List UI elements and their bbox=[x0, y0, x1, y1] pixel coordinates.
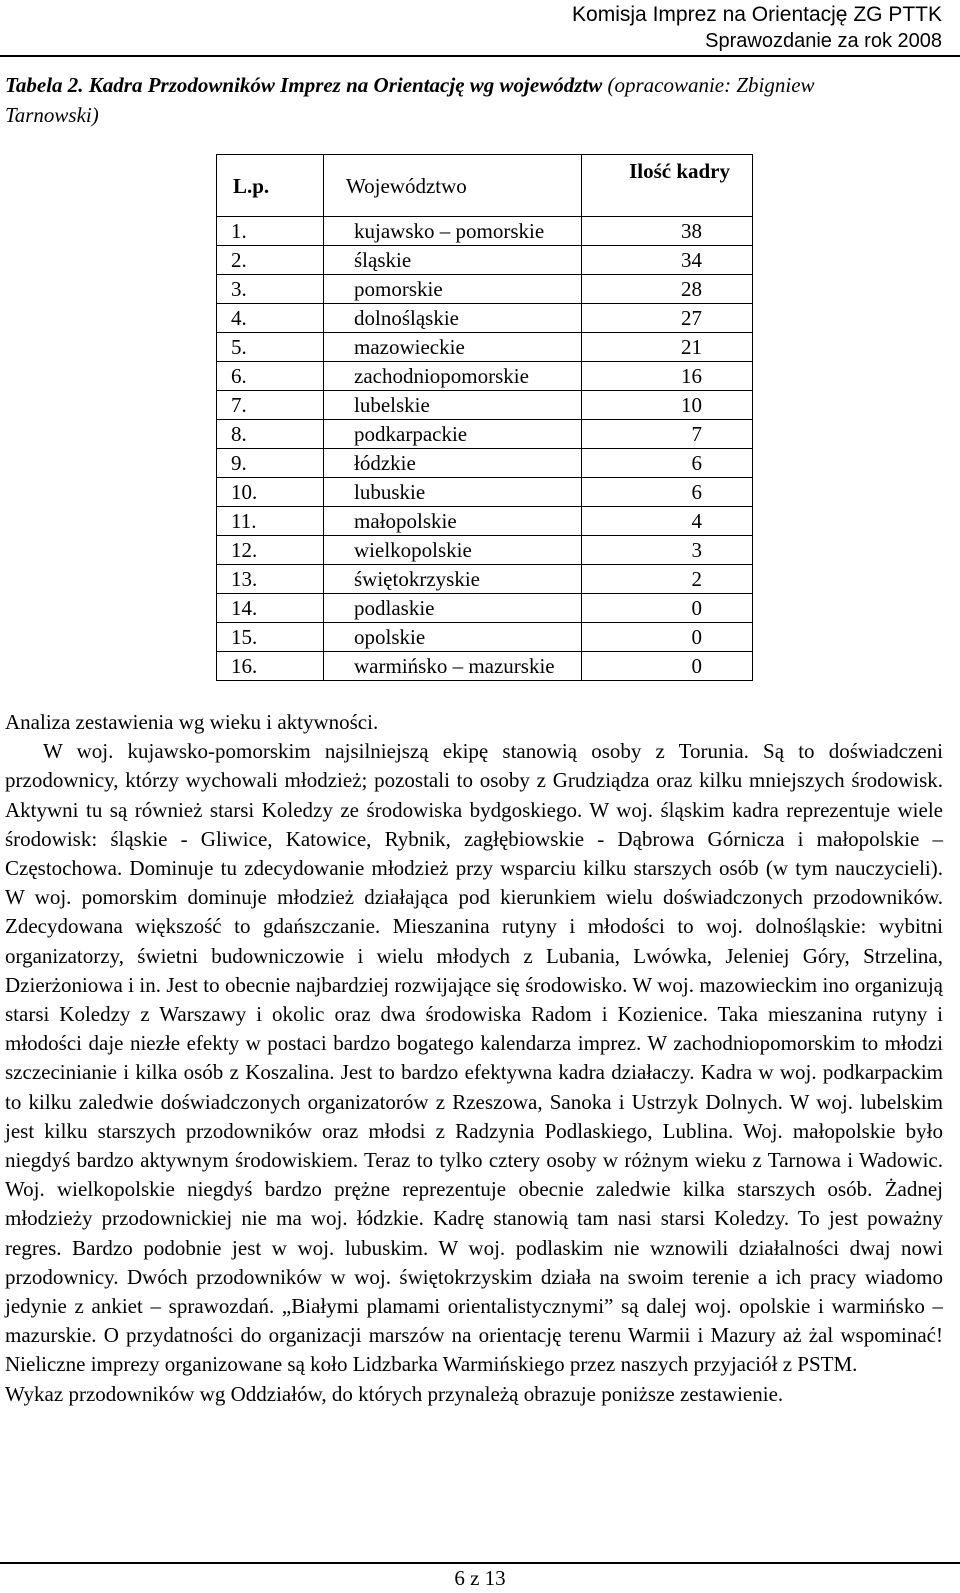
cell-voivodeship: małopolskie bbox=[324, 507, 582, 536]
caption-label: Tabela 2. Kadra Przodowników Imprez na Orientację wg województw bbox=[5, 73, 603, 97]
table-row bbox=[217, 652, 753, 681]
cell-lp: 2. bbox=[217, 246, 324, 275]
table-row bbox=[217, 275, 753, 304]
cell-voivodeship: lubelskie bbox=[324, 391, 582, 420]
cell-count: 6 bbox=[582, 478, 753, 507]
header-report-title: Sprawozdanie za rok 2008 bbox=[705, 30, 942, 52]
table-body bbox=[217, 217, 753, 681]
cell-count: 10 bbox=[582, 391, 753, 420]
table-row bbox=[217, 478, 753, 507]
cell-count: 0 bbox=[582, 623, 753, 652]
header-voivodeship: Województwo bbox=[324, 155, 582, 217]
cell-voivodeship: lubuskie bbox=[324, 478, 582, 507]
cell-lp: 14. bbox=[217, 594, 324, 623]
table-row bbox=[217, 594, 753, 623]
table-header-row bbox=[217, 155, 753, 217]
table-row bbox=[217, 391, 753, 420]
cell-voivodeship: śląskie bbox=[324, 246, 582, 275]
table-row bbox=[217, 333, 753, 362]
header-divider bbox=[0, 55, 960, 57]
analysis-section bbox=[5, 708, 943, 1409]
cell-count: 4 bbox=[582, 507, 753, 536]
cell-count: 16 bbox=[582, 362, 753, 391]
cell-voivodeship: warmińsko – mazurskie bbox=[324, 652, 582, 681]
table-row bbox=[217, 217, 753, 246]
cell-count: 6 bbox=[582, 449, 753, 478]
footer-divider bbox=[0, 1562, 960, 1564]
cell-lp: 6. bbox=[217, 362, 324, 391]
cell-count: 28 bbox=[582, 275, 753, 304]
cell-lp: 7. bbox=[217, 391, 324, 420]
cell-voivodeship: pomorskie bbox=[324, 275, 582, 304]
header-count: Ilość kadry bbox=[582, 155, 753, 217]
cell-count: 34 bbox=[582, 246, 753, 275]
voivodeship-table-container bbox=[216, 154, 753, 681]
table-row bbox=[217, 449, 753, 478]
caption-note: (opracowanie: Zbigniew Tarnowski) bbox=[5, 73, 815, 127]
table-row bbox=[217, 304, 753, 333]
page-number: 6 z 13 bbox=[454, 1566, 506, 1590]
table-row bbox=[217, 420, 753, 449]
cell-voivodeship: wielkopolskie bbox=[324, 536, 582, 565]
table-row bbox=[217, 536, 753, 565]
cell-voivodeship: łódzkie bbox=[324, 449, 582, 478]
header-organization: Komisja Imprez na Orientację ZG PTTK bbox=[572, 3, 942, 26]
cell-voivodeship: opolskie bbox=[324, 623, 582, 652]
cell-lp: 15. bbox=[217, 623, 324, 652]
cell-count: 3 bbox=[582, 536, 753, 565]
cell-lp: 8. bbox=[217, 420, 324, 449]
cell-voivodeship: świętokrzyskie bbox=[324, 565, 582, 594]
cell-lp: 4. bbox=[217, 304, 324, 333]
cell-count: 7 bbox=[582, 420, 753, 449]
cell-lp: 12. bbox=[217, 536, 324, 565]
cell-voivodeship: podkarpackie bbox=[324, 420, 582, 449]
cell-count: 0 bbox=[582, 594, 753, 623]
cell-voivodeship: mazowieckie bbox=[324, 333, 582, 362]
cell-voivodeship: zachodniopomorskie bbox=[324, 362, 582, 391]
analysis-paragraph: W woj. kujawsko-pomorskim najsilniejszą ekipę stanowią osoby z Torunia. Są to doświadczeni przodownicy, którzy wychowali młodzież; pozostali to osoby z Grudziądza oraz kilku mniejszych środowisk. Aktywni tu są również starsi Koledzy ze środowiska bydgoskiego. W woj. śląskim kadra reprezentuje wiele środowisk: śląskie - Gliwice, Katowice, Rybnik, zagłębiowskie - Dąbrowa Górnicza i małopolskie – Częstochowa. Dominuje tu zdecydowanie młodzież przy wsparciu kilku starszych osób (w tym nauczycieli). W woj. pomorskim dominuje młodzież działająca pod kierunkiem wielu doświadczonych przodowników. Zdecydowana większość to gdańszczanie. Mieszanina rutyny i młodości to woj. dolnośląskie: wybitni organizatorzy, świetni budowniczowie i wielu młodych z Lubania, Lwówka, Jeleniej Góry, Strzelina, Dzierżoniowa i in. Jest to obecnie najbardziej rozwijające się środowisko. W woj. mazowieckim ino organizują starsi Koledzy z Warszawy i okolic oraz dwa środowiska Radom i Kozienice. Taka mieszanina rutyny i młodości daje niezłe efekty w postaci bardzo bogatego kalendarza imprez. W zachodniopomorskim to młodzi szczecinianie i kilka osób z Koszalina. Jest to bardzo efektywna kadra działaczy. Kadra w woj. podkarpackim to kilku zaledwie doświadczonych organizatorów z Rzeszowa, Sanoka i Ustrzyk Dolnych. W woj. lubelskim jest kilku starszych przodowników oraz młodsi z Radzynia Podlaskiego, Lublina. Woj. małopolskie było niegdyś bardzo aktywnym środowiskiem. Teraz to tylko cztery osoby w różnym wieku z Tarnowa i Wadowic. Woj. wielkopolskie niegdyś bardzo prężne reprezentuje obecnie zaledwie kilka starszych osób. Żadnej młodzieży przodownickiej nie ma woj. łódzkie. Kadrę stanowią tam nasi starsi Koledzy. To jest poważny regres. Bardzo podobnie jest w woj. lubuskim. W woj. podlaskim nie wznowili działalności dwaj nowi przodownicy. Dwóch przodowników w woj. świętokrzyskim działa na swoim terenie a ich pracy wiadomo jedynie z ankiet – sprawozdań. „Białymi plamami orientalistycznymi” są dalej woj. opolskie i warmińsko – mazurskie. O przydatności do organizacji marszów na orientację terenu Warmii i Mazury aż żal wspominać! Nieliczne imprezy organizowane są koło Lidzbarka Warmińskiego przez naszych przyjaciół z PSTM. bbox=[5, 739, 943, 1377]
cell-lp: 11. bbox=[217, 507, 324, 536]
cell-voivodeship: dolnośląskie bbox=[324, 304, 582, 333]
cell-lp: 16. bbox=[217, 652, 324, 681]
table-row bbox=[217, 507, 753, 536]
table-row bbox=[217, 565, 753, 594]
cell-count: 27 bbox=[582, 304, 753, 333]
cell-count: 38 bbox=[582, 217, 753, 246]
cell-voivodeship: kujawsko – pomorskie bbox=[324, 217, 582, 246]
closing-sentence: Wykaz przodowników wg Oddziałów, do których przynależą obrazuje poniższe zestawienie. bbox=[5, 1381, 784, 1406]
cell-lp: 5. bbox=[217, 333, 324, 362]
cell-count: 2 bbox=[582, 565, 753, 594]
table-row bbox=[217, 362, 753, 391]
cell-lp: 10. bbox=[217, 478, 324, 507]
cell-voivodeship: podlaskie bbox=[324, 594, 582, 623]
cell-count: 0 bbox=[582, 652, 753, 681]
table-caption bbox=[5, 70, 885, 130]
cell-lp: 9. bbox=[217, 449, 324, 478]
table-row bbox=[217, 623, 753, 652]
table-row bbox=[217, 246, 753, 275]
page-header bbox=[572, 2, 942, 54]
cell-lp: 13. bbox=[217, 565, 324, 594]
voivodeship-staff-table bbox=[216, 154, 753, 681]
analysis-heading: Analiza zestawienia wg wieku i aktywności. bbox=[5, 710, 379, 734]
header-lp: L.p. bbox=[217, 155, 324, 217]
cell-lp: 1. bbox=[217, 217, 324, 246]
cell-count: 21 bbox=[582, 333, 753, 362]
cell-lp: 3. bbox=[217, 275, 324, 304]
